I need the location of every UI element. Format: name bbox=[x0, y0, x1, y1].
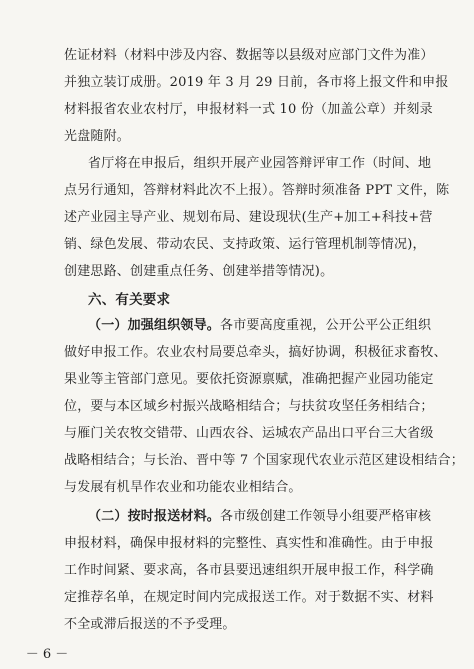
item1-line2: 做好申报工作。农业农村局要总牵头，搞好协调，积极征求畜牧、 bbox=[64, 345, 447, 360]
paragraph2-line3: 述产业园主导产业、规划布局、建设现状(生产+加工+科技+营 bbox=[64, 210, 433, 225]
item2-line3: 工作时间紧、要求高，各市县要迅速组织开展申报工作，科学确 bbox=[64, 563, 434, 578]
paragraph2-line4: 销、绿色发展、带动农民、支持政策、运行管理机制等情况)， bbox=[64, 237, 426, 252]
page-number: － 6 － bbox=[25, 647, 69, 662]
paragraph1-line3: 材料报省农业农村厅，申报材料一式 10 份（加盖公章）并刻录 bbox=[64, 102, 433, 117]
page-footer bbox=[0, 647, 474, 663]
paragraph1-line1: 佐证材料（材料中涉及内容、数据等以县级对应部门文件为准） bbox=[64, 48, 434, 63]
section6-heading: 六、有关要求 bbox=[88, 292, 171, 308]
paragraph1-line4: 光盘随附。 bbox=[64, 129, 131, 144]
item2-line5: 不全或滞后报送的不予受理。 bbox=[64, 617, 236, 632]
item1-line7: 与发展有机旱作农业和功能农业相结合。 bbox=[64, 480, 302, 495]
item1-line3: 果业等主管部门意见。要依托资源禀赋，准确把握产业园功能定 bbox=[64, 372, 434, 387]
item1-line6: 战略相结合；与长治、晋中等 7 个国家现代农业示范区建设相结合； bbox=[64, 453, 464, 468]
item2-line2: 申报材料，确保申报材料的完整性、真实性和准确性。由于申报 bbox=[64, 536, 434, 551]
item1-lead: （一）加强组织领导。 bbox=[88, 318, 221, 333]
item1-line4: 位，要与本区域乡村振兴战略相结合；与扶贫攻坚任务相结合； bbox=[64, 399, 434, 414]
paragraph2-line5: 创建思路、创建重点任务、创建举措等情况)。 bbox=[64, 264, 334, 279]
paragraph2-line2: 点另行通知，答辩材料此次不上报）。答辩时须准备 PPT 文件，陈 bbox=[64, 183, 450, 198]
item1-line5: 与雁门关农牧交错带、山西农谷、运城农产品出口平台三大省级 bbox=[64, 426, 434, 441]
item2-line1-rest: 各市级创建工作领导小组要严格审核 bbox=[220, 509, 432, 524]
item2-line1 bbox=[88, 509, 431, 525]
paragraph1-line2: 并独立装订成册。2019 年 3 月 29 日前，各市将上报文件和申报 bbox=[64, 75, 449, 90]
item1-line1 bbox=[88, 318, 431, 334]
item2-line4: 定推荐名单，在规定时间内完成报送工作。对于数据不实、材料 bbox=[64, 590, 434, 605]
paragraph2-line1: 省厅将在申报后，组织开展产业园答辩评审工作（时间、地 bbox=[88, 156, 432, 171]
item1-line1-rest: 各市要高度重视，公开公平公正组织 bbox=[220, 318, 432, 333]
item2-lead: （二）按时报送材料。 bbox=[88, 509, 221, 524]
